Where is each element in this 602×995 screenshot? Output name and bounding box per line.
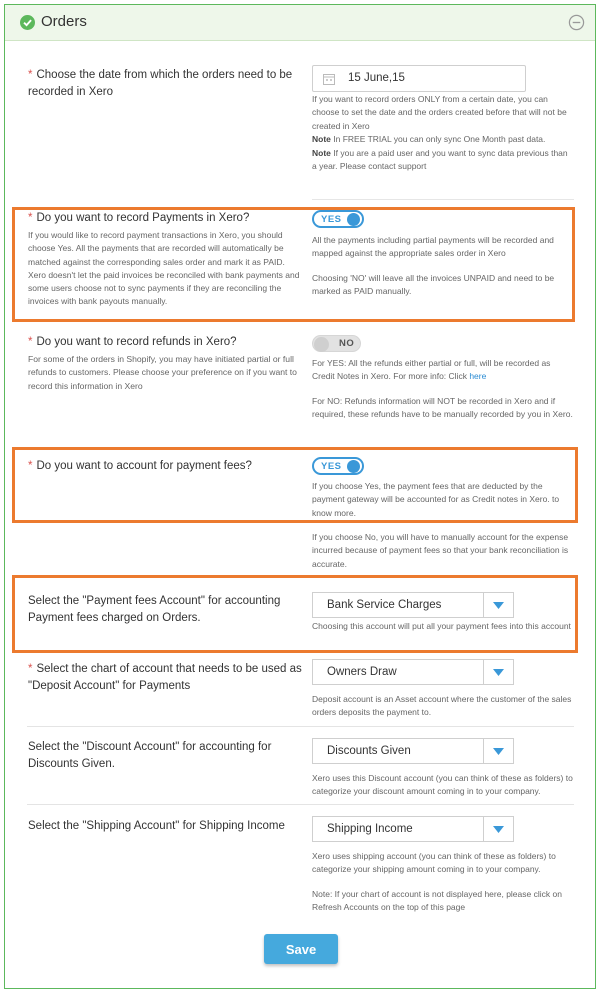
divider [27,726,574,727]
refunds-help: For YES: All the refunds either partial or full, will be recorded as Credit Notes in Xero. For more info: Click here For NO: Refunds information will NOT be recorded in Xero and if required, these refunds have to be manually recorded by you in Xero. [312,358,573,420]
shipping-help: Xero uses shipping account (you can think of these as folders) to categorize your shipping amount coming in to your company. Note: If your chart of account is not displayed here, please click on Refresh Accounts on the top of this page [312,851,562,913]
divider [27,804,574,805]
dropdown-button[interactable] [483,817,513,841]
dropdown-button[interactable] [483,660,513,684]
select-value: Owners Draw [327,666,397,678]
discount-label: Select the "Discount Account" for accounting for Discounts Given. [28,741,272,770]
select-value: Shipping Income [327,823,413,835]
dropdown-button[interactable] [483,593,513,617]
fees-account-select[interactable] [312,592,514,618]
payments-label: * Do you want to record Payments in Xero? If you would like to record payment transactions in Xero, you should choose Yes. All the payments that are recorded will automatically be matched against the corresponding sales order and mark it as PAID. Xero doesn't let the paid invoices be reconciled with bank payments and some users choose not to sync payments if they are reconciling the invoices with bank payouts manually. [28,210,303,309]
discount-help: Xero uses this Discount account (you can think of these as folders) to categorize your discount amount coming in to your company. [312,773,573,797]
orders-panel [4,4,596,989]
toggle-label: YES [321,460,342,472]
caret-down-icon [493,748,504,755]
date-label: * Choose the date from which the orders need to be recorded in Xero [28,69,293,98]
dropdown-button[interactable] [483,739,513,763]
fees-account-label: Select the "Payment fees Account" for accounting Payment fees charged on Orders. [28,595,281,624]
discount-account-select[interactable] [312,738,514,764]
deposit-account-select[interactable] [312,659,514,685]
fees-toggle[interactable] [312,457,364,475]
payments-description: If you would like to record payment transactions in Xero, you should choose Yes. All the payments that are recorded will automatically be matched against the corresponding sales order and mark it as PAID. Xero doesn't let the paid invoices be reconciled with bank payments and some users choose not to sync payments if they are reconciling the invoices with bank payouts manually. [28,230,300,307]
date-value: 15 June,15 [348,72,405,84]
fees-help-yes: If you choose Yes, the payment fees that are deducted by the payment gateway will be accounted for as Credit notes in Xero. to know more. [312,481,560,518]
fees-help-no: If you choose No, you will have to manually account for the expense incurred because of payment fees so that your bank reconciliation is accurate. [312,532,569,569]
toggle-knob [347,213,360,226]
start-date-input[interactable] [312,65,526,92]
toggle-knob [314,337,329,352]
shipping-label: Select the "Shipping Account" for Shipping Income [28,820,285,832]
calendar-icon[interactable] [323,73,335,85]
toggle-label: NO [339,338,355,349]
caret-down-icon [493,669,504,676]
refunds-label: * Do you want to record refunds in Xero? For some of the orders in Shopify, you may have initiated partial or full refunds to customers. Please choose your preference on if you want to record this information in Xero [28,334,303,393]
save-button[interactable]: Save [264,934,338,964]
deposit-label: * Select the chart of account that needs to be used as "Deposit Account" for Payments [28,663,302,692]
collapse-icon[interactable] [568,14,585,31]
shipping-account-select[interactable] [312,816,514,842]
caret-down-icon [493,826,504,833]
select-value: Bank Service Charges [327,599,442,611]
panel-title: Orders [41,13,87,30]
refunds-description: For some of the orders in Shopify, you may have initiated partial or full refunds to customers. Please choose your preference on if you want to record this information in Xero [28,354,297,391]
payments-help: All the payments including partial payments will be recorded and mapped against the appropriate sales order in Xero Choosing 'NO' will leave all the invoices UNPAID and need to be marked as PAID manually. [312,235,555,297]
toggle-knob [347,460,360,473]
fees-label: * Do you want to account for payment fees? [28,460,252,472]
payments-toggle[interactable] [312,210,364,228]
divider [312,199,574,200]
select-value: Discounts Given [327,745,411,757]
more-info-link[interactable]: here [469,371,487,382]
toggle-label: YES [321,213,342,225]
check-circle-icon [20,15,35,30]
date-help: If you want to record orders ONLY from a certain date, you can choose to set the date and the orders created before that will not be created in Xero Note In FREE TRIAL you can only sync One Month past data. Note If you are a paid user and you want to sync data previous than a year. Please contact support [312,94,568,172]
refunds-toggle[interactable] [312,335,361,352]
fees-account-help: Choosing this account will put all your payment fees into this account [312,621,571,631]
caret-down-icon [493,602,504,609]
deposit-help: Deposit account is an Asset account where the customer of the sales orders deposits the payment to. [312,694,572,718]
panel-header[interactable] [5,5,595,41]
